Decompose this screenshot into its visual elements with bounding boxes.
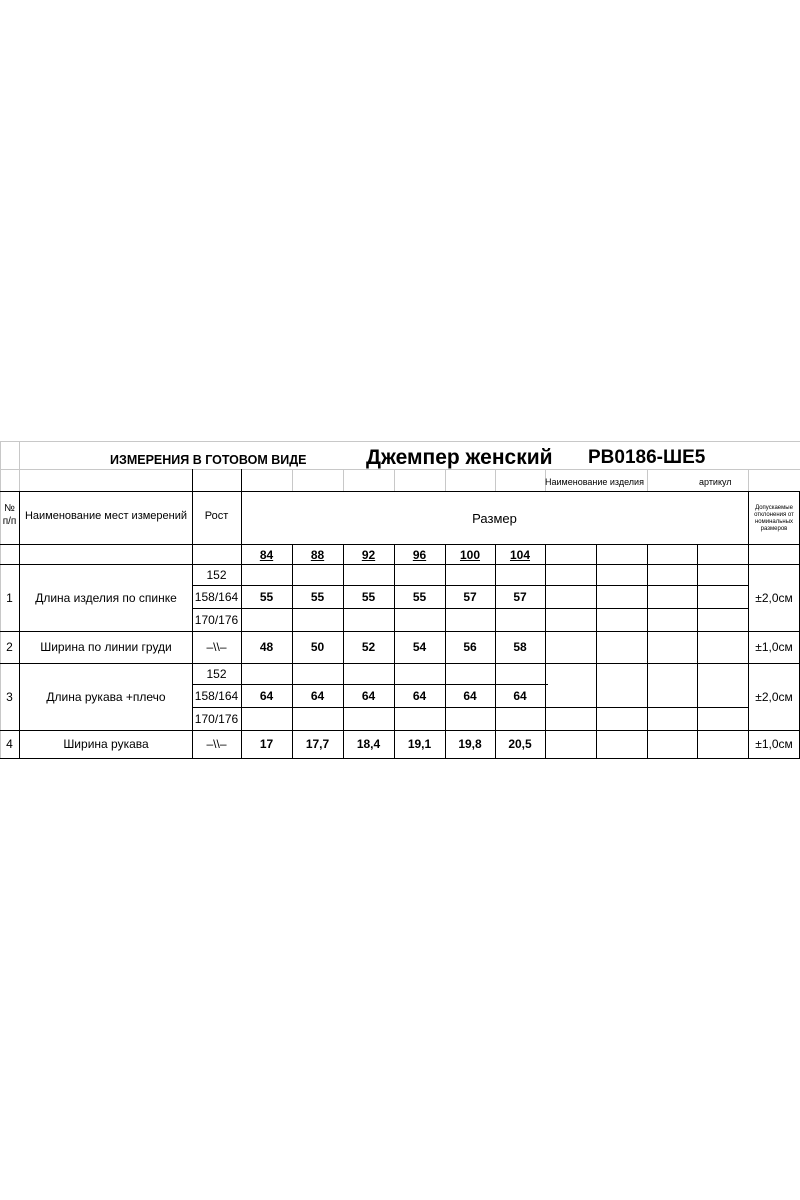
column-tolerance-header: Допускаемые отклонения от номинальных размеров: [754, 505, 794, 532]
measurements-title: ИЗМЕРЕНИЯ В ГОТОВОМ ВИДЕ: [110, 453, 307, 467]
row-3-value: 64: [259, 688, 274, 703]
row-4-value: 19,8: [458, 737, 482, 751]
row-3-height-1: 152: [206, 666, 227, 681]
row-1-tolerance: ±2,0см: [755, 590, 793, 605]
row-3-num: 3: [6, 689, 13, 704]
row-4-name: Ширина рукава: [63, 737, 149, 751]
row-4-value: 17: [259, 737, 274, 751]
article-label: артикул: [699, 477, 732, 487]
row-4-num: 4: [6, 737, 13, 751]
column-height-header: Рост: [204, 510, 229, 522]
row-3-value: 64: [463, 688, 477, 703]
row-1-value: 57: [513, 589, 527, 604]
row-1-value: 55: [259, 589, 274, 604]
row-3-tolerance: ±2,0см: [755, 689, 793, 704]
row-4-value: 18,4: [356, 737, 381, 751]
row-2-value: 48: [259, 640, 274, 654]
size-84: 84: [259, 548, 274, 562]
row-3-height-2: 158/164: [194, 688, 239, 703]
row-3-name: Длина рукава +плечо: [46, 689, 166, 704]
row-2-height: –\\–: [206, 640, 227, 654]
row-4-value: 20,5: [508, 737, 532, 751]
article-number: РВ0186-ШЕ5: [588, 447, 706, 468]
row-2-value: 52: [361, 640, 376, 654]
row-1-value: 55: [361, 589, 376, 604]
row-2-value: 50: [310, 640, 325, 654]
row-1-name: Длина изделия по спинке: [35, 590, 177, 605]
size-92: 92: [361, 548, 376, 562]
size-96: 96: [412, 548, 427, 562]
row-4-tolerance: ±1,0см: [755, 737, 793, 751]
size-chart-sheet: [0, 441, 800, 759]
product-name: Джемпер женский: [366, 446, 553, 469]
product-name-label: Наименование изделия: [545, 477, 644, 487]
row-1-value: 55: [310, 589, 325, 604]
size-100: 100: [459, 548, 481, 562]
row-2-num: 2: [6, 640, 13, 654]
row-3-value: 64: [310, 688, 325, 703]
column-num-header: № п/п: [2, 503, 17, 527]
row-2-tolerance: ±1,0см: [755, 640, 793, 654]
row-1-value: 57: [463, 589, 477, 604]
row-1-value: 55: [412, 589, 427, 604]
row-3-value: 64: [361, 688, 376, 703]
row-3-value: 64: [412, 688, 427, 703]
column-name-header: Наименование мест измерений: [24, 510, 188, 522]
row-2-value: 56: [463, 640, 477, 654]
row-3-value: 64: [513, 688, 527, 703]
row-2-value: 54: [412, 640, 427, 654]
row-1-height-2: 158/164: [194, 589, 239, 604]
row-3-height-3: 170/176: [194, 711, 239, 726]
size-88: 88: [310, 548, 325, 562]
row-2-name: Ширина по линии груди: [40, 640, 172, 654]
row-4-height: –\\–: [206, 737, 227, 751]
column-size-header: Размер: [472, 510, 517, 526]
row-4-value: 19,1: [407, 737, 432, 751]
row-2-value: 58: [513, 640, 527, 654]
size-104: 104: [509, 548, 531, 562]
row-1-height-1: 152: [206, 567, 227, 582]
row-1-height-3: 170/176: [194, 612, 239, 627]
row-1-num: 1: [6, 590, 13, 605]
row-4-value: 17,7: [305, 737, 330, 751]
